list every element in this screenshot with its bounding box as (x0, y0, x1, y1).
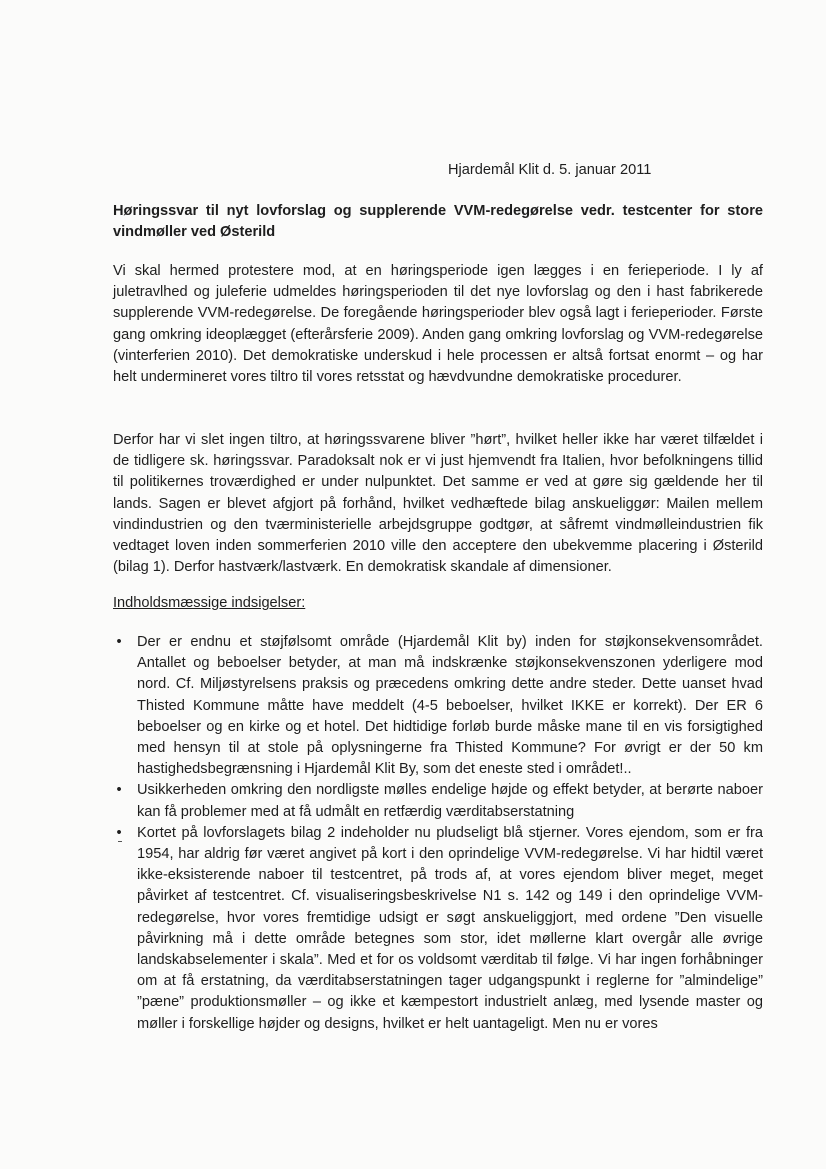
date-line: Hjardemål Klit d. 5. januar 2011 (448, 162, 652, 178)
list-item (113, 632, 763, 780)
section-subheading: Indholdsmæssige indsigelser: (113, 595, 306, 611)
bullet-icon: • (116, 782, 122, 799)
letter-heading: Høringssvar til nyt lovforslag og supplerende VVM-redegørelse vedr. testcenter for store vindmøller ved Østerild (113, 203, 763, 240)
list-item (113, 780, 763, 822)
bullet-icon: • (116, 824, 122, 841)
paragraph-protest: Vi skal hermed protestere mod, at en høringsperiode igen lægges i en ferieperiode. I ly af juletravlhed og juleferie udmeldes høringsperioden til det nye lovforslag og den i hast fabrikerede supplerende VVM-redegørelse. De foregående høringsperioder blev også lagt i ferieperioder. Første gang omkring ideoplægget (efterårsferie 2009). Anden gang omkring lovforslag og VVM-redegørelse (vinterferien 2010). Det demokratiske underskud i hele processen er altså fortsat enormt – og har helt undermineret vores tiltro til vores retsstat og hævdvundne demokratiske procedurer. (113, 263, 763, 386)
list-item-text: Der er endnu et støjfølsomt område (Hjardemål Klit by) inden for støjkonsekvensområdet. Antallet og beboelser betyder, at man må indskrænke støjkonsekvenszonen yderligere mod nord. Cf. Miljøstyrelsens praksis og præcedens omkring dette andre steder. Dette uanset hvad Thisted Kommune måtte have meddelt (4-5 beboelser, hvilket IKKE er korrekt). Der ER 6 beboelser og en kirke og et hotel. Det hidtidige forløb burde måske mane til en vis forsigtighed med hensyn til at stole på oplysningerne fra Thisted Kommune? For øvrigt er der 50 km hastighedsbegrænsning i Hjardemål Klit By, som det eneste sted i området!.. (137, 634, 763, 778)
paragraph-trust: Derfor har vi slet ingen tiltro, at høringssvarene bliver ”hørt”, hvilket heller ikke har været tilfældet i de tidligere sk. høringssvar. Paradoksalt nok er vi just hjemvendt fra Italien, hvor befolkningens tillid til politikernes troværdighed er under nulpunktet. Det samme er ved at gøre sig gældende her til lands. Sagen er blevet afgjort på forhånd, hvilket vedhæftede bilag anskueliggør: Mailen mellem vindindustrien og den tværministerielle arbejdsgruppe godtgør, at såfremt vindmølleindustrien fik vedtaget loven inden sommerferien 2010 ville den acceptere den ubekvemme placering i Østerild (bilag 1). Derfor hastværk/lastværk. En demokratisk skandale af dimensioner. (113, 432, 763, 576)
objections-list (113, 632, 763, 1035)
list-item-text: Usikkerheden omkring den nordligste mølles endelige højde og effekt betyder, at berørte naboer kan få problemer med at få udmålt en retfærdig værditabserstatning (137, 782, 763, 820)
bullet-icon: • (116, 634, 122, 650)
scan-speck (118, 841, 122, 842)
list-item (113, 823, 763, 1035)
list-item-text: Kortet på lovforslagets bilag 2 indeholder nu pludseligt blå stjerner. Vores ejendom, som er fra 1954, har aldrig før været angivet på kort i den oprindelige VVM-redegørelse. Vi har hidtil været ikke-eksisterende naboer til testcentret, på trods af, at vores ejendom bliver meget, meget påvirket af testcentret. Cf. visualiseringsbeskrivelse N1 s. 142 og 149 i den oprindelige VVM-redegørelse, hvor vores fremtidige udsigt er søgt anskueliggjort, med ordene ”Den visuelle påvirkning må i dette område betegnes som stor, idet møllerne klart overgår alle øvrige landskabselementer i skala”. Med et for os voldsomt værditab til følge. Vi har ingen forhåbninger om at få erstatning, da værditabserstatningen tager udgangspunkt i reglerne for ”almindelige” ”pæne” produktionsmøller – og ikke et kæmpestort industrielt anlæg, med lysende master og møller i forskellige højder og designs, hvilket er helt uantageligt. Men nu er vores (137, 824, 763, 1032)
